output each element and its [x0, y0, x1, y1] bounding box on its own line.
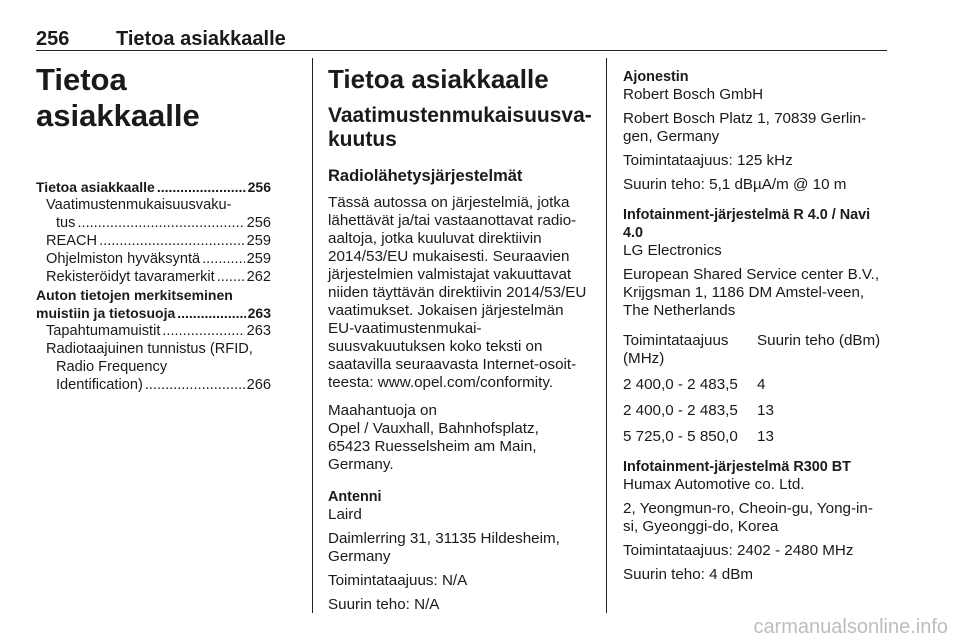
- antenna-frequency: Toimintataajuus: N/A: [328, 572, 468, 589]
- r40-maker: LG Electronics: [623, 242, 722, 259]
- right-column: [623, 58, 887, 584]
- immobilizer-frequency: Toimintataajuus: 125 kHz: [623, 152, 793, 169]
- section-title: Tietoa asiakkaalle: [36, 62, 200, 133]
- toc-entry[interactable]: [36, 268, 271, 286]
- immobilizer-heading: Ajonestin: [623, 69, 689, 85]
- toc-entry-title: Rekisteröidyt tavaramerkit: [46, 269, 215, 285]
- main-column: [328, 58, 591, 614]
- paragraph: Tässä autossa on järjestelmiä, jotka lähettävät ja/tai vastaanottavat radio-aaltoja, jotka kuuluvat direktiivin 2014/53/EU mukaisesti. Seuraavien järjestelmien valmistajat vakuuttavat niiden täyttävän direktiivin 2014/53/EU vaatimukset. Jokaisen järjestelmän EU-vaatimustenmukai-suusvakuutuksen koko teksti on saatavilla seuraavasta Internet-osoit-teesta: www.opel.com/conformity.: [328, 194, 587, 391]
- toc-entry-title: Tapahtumamuistit: [46, 323, 161, 339]
- importer-block: [328, 402, 591, 474]
- running-title: Tietoa asiakkaalle: [116, 28, 286, 50]
- toc-column: [36, 58, 271, 394]
- r300-address: 2, Yeongmun-ro, Cheoin-gu, Yong-in-si, Gyeonggi-do, Korea: [623, 500, 873, 535]
- importer-line: Germany.: [328, 456, 394, 473]
- toc-entry-title-cont: Identification): [56, 377, 143, 393]
- toc-entry-title-cont: tus: [56, 215, 76, 231]
- immobilizer-maker: Robert Bosch GmbH: [623, 86, 764, 103]
- table-row: [623, 402, 880, 428]
- toc-entry[interactable]: [36, 286, 271, 322]
- toc-entry-page: 259: [246, 233, 271, 249]
- r300-frequency: Toimintataajuus: 2402 - 2480 MHz: [623, 542, 854, 559]
- toc-entry-title-cont: muistiin ja tietosuoja: [36, 305, 176, 321]
- toc-entry-title: Radiotaajuinen tunnistus (RFID,: [46, 341, 253, 357]
- table-cell: 13: [757, 402, 774, 419]
- table-of-contents: [36, 178, 271, 394]
- table-header-cell: Suurin teho (dBm): [757, 332, 881, 349]
- toc-entry-page: 263: [247, 305, 271, 321]
- table-row: [623, 376, 880, 402]
- r300-heading: Infotainment-järjestelmä R300 BT: [623, 459, 851, 475]
- toc-entry[interactable]: [36, 322, 271, 340]
- r300-power: Suurin teho: 4 dBm: [623, 566, 754, 583]
- immobilizer-power: Suurin teho: 5,1 dBµA/m @ 10 m: [623, 176, 847, 193]
- toc-entry[interactable]: [36, 340, 271, 394]
- toc-entry-title-cont: Radio Frequency: [56, 359, 168, 375]
- frequency-table: [623, 332, 880, 454]
- table-cell: 2 400,0 - 2 483,5: [623, 376, 738, 393]
- toc-entry-page: 266: [246, 377, 271, 393]
- toc-entry-page: 256: [246, 215, 271, 231]
- immobilizer-address: Robert Bosch Platz 1, 70839 Gerlin-gen, Germany: [623, 110, 867, 145]
- subheading: Radiolähetysjärjestelmät: [328, 167, 523, 185]
- toc-entry-page: 256: [247, 179, 271, 195]
- toc-entry[interactable]: [36, 178, 271, 196]
- toc-entry-title: REACH: [46, 233, 98, 249]
- subsection-title-line: kuutus: [328, 128, 397, 151]
- watermark: carmanualsonline.info: [753, 616, 948, 638]
- importer-line: Opel / Vauxhall, Bahnhofsplatz,: [328, 420, 539, 437]
- toc-entry-page: 259: [246, 251, 271, 267]
- table-cell: 4: [757, 376, 766, 393]
- importer-line: Maahantuoja on: [328, 402, 437, 419]
- toc-entry-page: 263: [246, 323, 271, 339]
- toc-entry[interactable]: [36, 232, 271, 250]
- r40-heading: Infotainment-järjestelmä R 4.0 / Navi 4.0: [623, 207, 871, 241]
- subsection-title-line: Vaatimustenmukaisuusva-: [328, 104, 592, 127]
- antenna-heading: Antenni: [328, 489, 382, 505]
- antenna-address: Daimlerring 31, 31135 Hildesheim, Germany: [328, 530, 560, 565]
- antenna-maker: Laird: [328, 506, 362, 523]
- toc-entry-title: Ohjelmiston hyväksyntä: [46, 251, 201, 267]
- table-header-cell: Toimintataajuus (MHz): [623, 332, 729, 367]
- table-cell: 5 725,0 - 5 850,0: [623, 428, 738, 445]
- page-number: 256: [36, 28, 70, 50]
- column-divider-1: [312, 58, 313, 613]
- table-row: [623, 428, 880, 454]
- toc-entry-title: Auton tietojen merkitseminen: [36, 287, 233, 303]
- toc-entry-page: 262: [246, 269, 271, 285]
- subsection-title: [328, 104, 591, 152]
- table-cell: 13: [757, 428, 774, 445]
- toc-entry[interactable]: [36, 250, 271, 268]
- r300-maker: Humax Automotive co. Ltd.: [623, 476, 805, 493]
- importer-line: 65423 Ruesselsheim am Main,: [328, 438, 537, 455]
- page-header: [36, 28, 886, 50]
- column-divider-2: [606, 58, 607, 613]
- r40-address: European Shared Service center B.V., Krijgsman 1, 1186 DM Amstel-veen, The Netherlands: [623, 266, 880, 319]
- toc-entry[interactable]: [36, 196, 271, 232]
- toc-entry-title: Tietoa asiakkaalle: [36, 179, 155, 195]
- toc-entry-title: Vaatimustenmukaisuusvaku-: [46, 197, 232, 213]
- antenna-power: Suurin teho: N/A: [328, 596, 440, 613]
- section-title: Tietoa asiakkaalle: [328, 64, 549, 94]
- header-rule: [36, 50, 887, 51]
- table-cell: 2 400,0 - 2 483,5: [623, 402, 738, 419]
- table-header-row: [623, 332, 880, 376]
